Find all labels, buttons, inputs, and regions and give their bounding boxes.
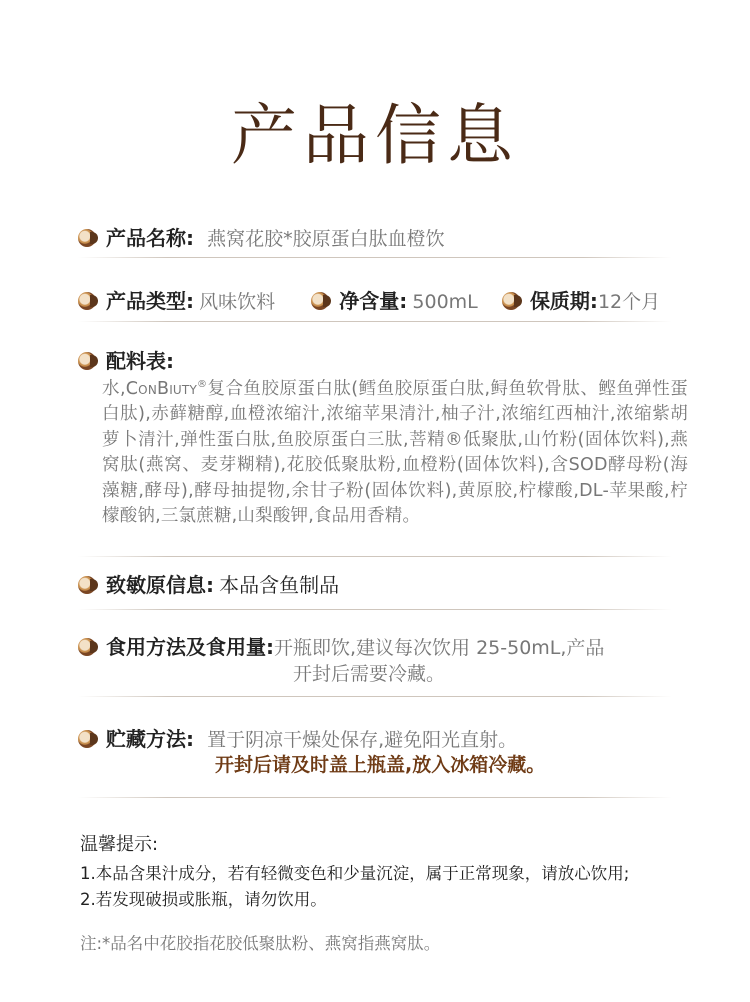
usage-line-2: 开封后需要冷藏。 [293,663,446,685]
shelf-life-value: 12个月 [597,291,661,313]
storage-row [78,723,710,752]
tips-line-2: 2.若发现破损或胀瓶，请勿饮用。 [80,890,327,909]
usage-label: 食用方法及食用量: [106,635,274,659]
usage-row [78,631,710,660]
tips-line-1: 1.本品含果汁成分，若有轻微变色和少量沉淀，属于正常现象，请放心饮用; [80,864,630,883]
storage-warning: 开封后请及时盖上瓶盖,放入冰箱冷藏。 [215,754,546,776]
storage-row-2 [215,750,710,777]
coffee-bean-bullet-icon [78,638,96,656]
product-type-value: 风味饮料 [199,291,276,313]
registered-mark: ® [196,379,208,390]
divider [78,556,672,557]
product-name-row [78,222,710,251]
divider [78,797,672,798]
ingredients-text [102,372,688,530]
coffee-bean-bullet-icon [502,292,520,310]
ingredients-text-start: 水, [102,378,126,399]
allergen-label: 致敏原信息: [106,573,214,597]
storage-line-1: 置于阴凉干燥处保存,避免阳光直射。 [207,729,518,751]
ingredients-text-rest: 复合鱼胶原蛋白肽(鳕鱼胶原蛋白肽,鲟鱼软骨肽、鲣鱼弹性蛋白肽),赤藓糖醇,血橙浓缩汁,浓缩苹果清汁,柚子汁,浓缩红西柚汁,浓缩紫胡萝卜清汁,弹性蛋白肽,鱼胶原蛋白三肽,菩精®低聚肽,山竹粉(固体饮料),燕窝肽(燕窝、麦芽糊精),花胶低聚肽粉,血橙粉(固体饮料),含SOD酵母粉(海藻糖,酵母),酵母抽提物,余甘子粉(固体饮料),黄原胶,柠檬酸,DL-苹果酸,柠檬酸钠,三氯蔗糖,山梨酸钾,食品用香精。 [102,378,688,527]
usage-row-2 [293,659,710,686]
divider [78,321,672,322]
coffee-bean-bullet-icon [78,292,96,310]
divider [78,609,672,610]
divider [78,696,672,697]
coffee-bean-bullet-icon [78,352,96,370]
coffee-bean-bullet-icon [78,730,96,748]
storage-label: 贮藏方法: [106,727,194,751]
shelf-life-label: 保质期: [529,289,598,313]
usage-line-1: 开瓶即饮,建议每次饮用 25-50mL,产品 [274,637,605,659]
page-title: 产品信息 [231,97,519,174]
tips-title: 温馨提示: [80,834,159,855]
allergen-row [78,569,710,598]
product-type-label: 产品类型: [106,289,194,313]
footnote: 注:*品名中花胶指花胶低聚肽粉、燕窝指燕窝肽。 [80,934,441,953]
ingredients-label: 配料表: [106,349,174,373]
product-specs-row [78,285,710,314]
coffee-bean-bullet-icon [78,229,96,247]
coffee-bean-bullet-icon [311,292,329,310]
divider [78,257,672,258]
net-content-value: 500mL [412,291,478,313]
product-name-label: 产品名称: [106,226,194,250]
ingredients-heading [78,345,710,374]
net-content-label: 净含量: [339,289,408,313]
coffee-bean-bullet-icon [78,576,96,594]
product-name-value: 燕窝花胶*胶原蛋白肽血橙饮 [207,228,445,250]
allergen-value: 本品含鱼制品 [219,573,340,597]
ingredients-brand: ConBiuty [125,378,197,399]
